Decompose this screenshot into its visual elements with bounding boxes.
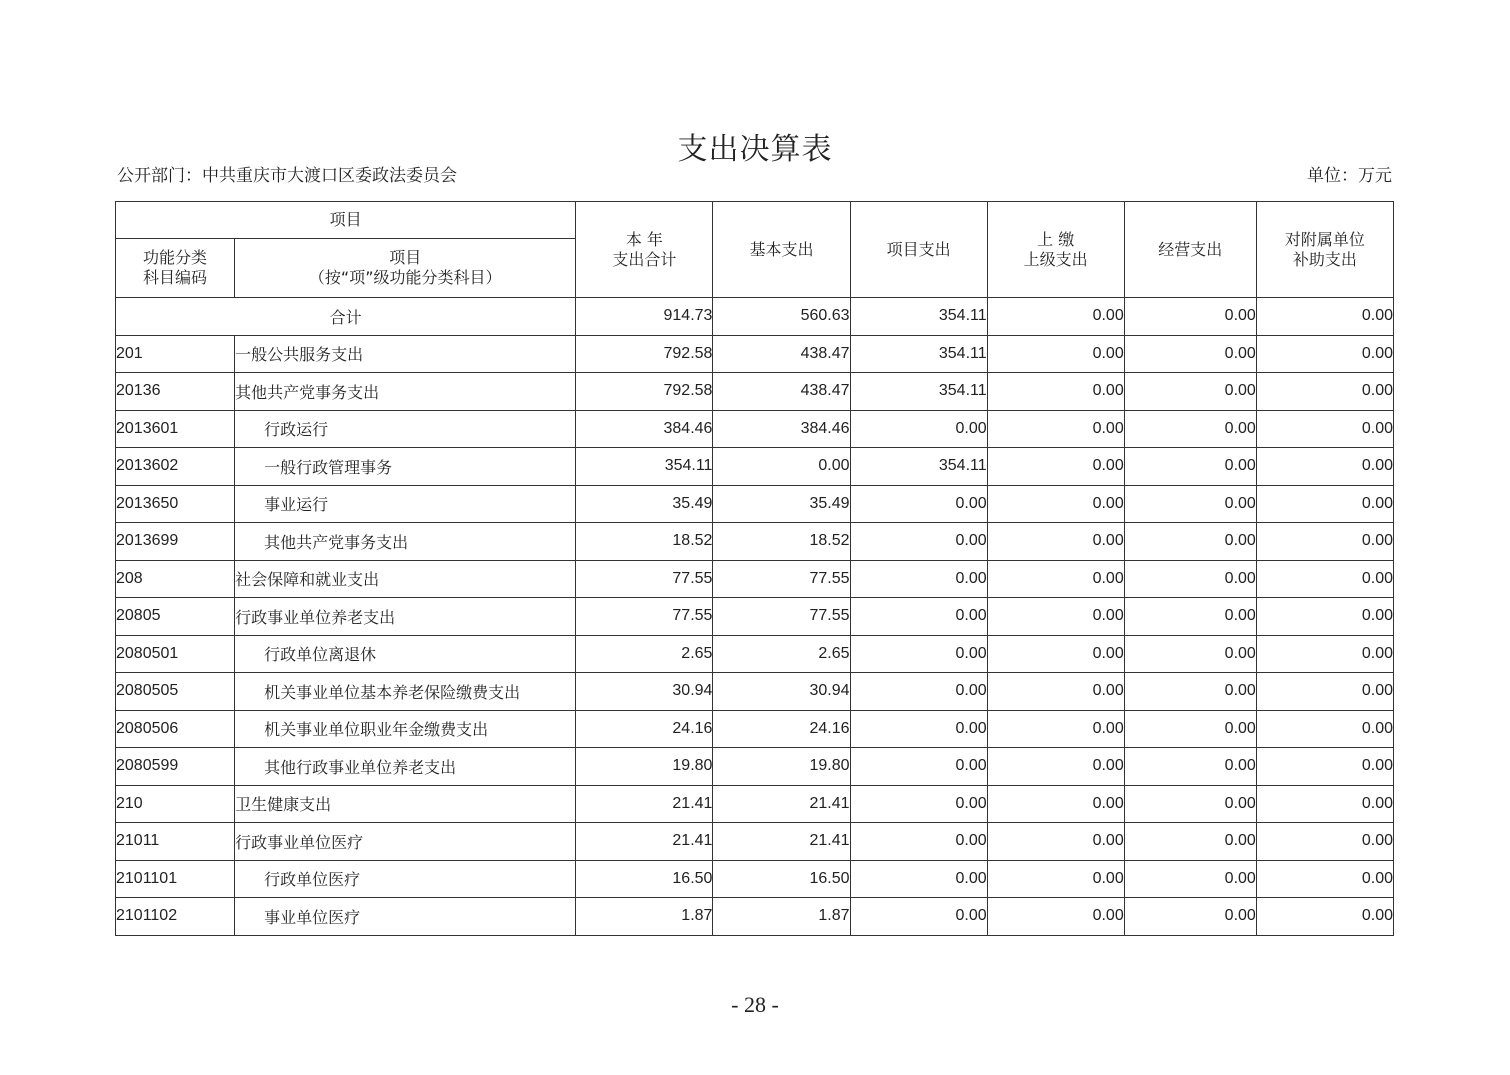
row-value-total: 30.94 — [576, 673, 713, 711]
row-name: 其他行政事业单位养老支出 — [235, 748, 576, 786]
row-value-basic: 77.55 — [713, 560, 850, 598]
row-value-basic: 77.55 — [713, 598, 850, 636]
row-value-subsidy: 0.00 — [1256, 785, 1393, 823]
table-row — [116, 635, 1394, 673]
table-row — [116, 673, 1394, 711]
row-value-subsidy: 0.00 — [1256, 598, 1393, 636]
row-value-basic: 24.16 — [713, 710, 850, 748]
row-code: 20805 — [116, 598, 235, 636]
table-row — [116, 523, 1394, 561]
row-value-basic: 1.87 — [713, 898, 850, 936]
row-value-basic: 384.46 — [713, 410, 850, 448]
row-value-business: 0.00 — [1124, 823, 1256, 861]
row-value-basic: 18.52 — [713, 523, 850, 561]
row-value-business: 0.00 — [1124, 710, 1256, 748]
row-value-project: 0.00 — [850, 823, 987, 861]
row-value-subsidy: 0.00 — [1256, 410, 1393, 448]
row-name: 事业单位医疗 — [235, 898, 576, 936]
total-value-basic: 560.63 — [713, 298, 850, 336]
row-value-basic: 21.41 — [713, 823, 850, 861]
row-value-project: 0.00 — [850, 410, 987, 448]
header-item-group: 项目 — [116, 202, 576, 239]
row-code: 20136 — [116, 373, 235, 411]
row-value-subsidy: 0.00 — [1256, 673, 1393, 711]
row-name: 行政运行 — [235, 410, 576, 448]
total-value-upper: 0.00 — [987, 298, 1124, 336]
page-number: - 28 - — [731, 992, 779, 1017]
table-row — [116, 860, 1394, 898]
row-value-upper: 0.00 — [987, 748, 1124, 786]
header-basic: 基本支出 — [713, 202, 850, 298]
row-value-business: 0.00 — [1124, 523, 1256, 561]
row-code: 2080501 — [116, 635, 235, 673]
table-row — [116, 748, 1394, 786]
row-value-subsidy: 0.00 — [1256, 373, 1393, 411]
row-code: 2080506 — [116, 710, 235, 748]
row-value-total: 2.65 — [576, 635, 713, 673]
total-value-business: 0.00 — [1124, 298, 1256, 336]
row-value-total: 77.55 — [576, 598, 713, 636]
header-code: 功能分类 科目编码 — [116, 239, 235, 298]
row-value-basic: 19.80 — [713, 748, 850, 786]
row-value-project: 0.00 — [850, 635, 987, 673]
row-value-total: 24.16 — [576, 710, 713, 748]
row-code: 21011 — [116, 823, 235, 861]
row-value-upper: 0.00 — [987, 710, 1124, 748]
row-value-project: 0.00 — [850, 673, 987, 711]
row-value-project: 354.11 — [850, 335, 987, 373]
row-value-subsidy: 0.00 — [1256, 335, 1393, 373]
header-project: 项目支出 — [850, 202, 987, 298]
row-value-basic: 21.41 — [713, 785, 850, 823]
row-value-total: 77.55 — [576, 560, 713, 598]
row-value-project: 0.00 — [850, 523, 987, 561]
row-value-subsidy: 0.00 — [1256, 523, 1393, 561]
page-title: 支出决算表 — [677, 132, 833, 167]
row-value-subsidy: 0.00 — [1256, 560, 1393, 598]
row-name: 机关事业单位职业年金缴费支出 — [235, 710, 576, 748]
table-row — [116, 785, 1394, 823]
row-value-total: 16.50 — [576, 860, 713, 898]
table-header — [116, 202, 1394, 298]
row-value-basic: 2.65 — [713, 635, 850, 673]
row-value-business: 0.00 — [1124, 898, 1256, 936]
row-code: 2013602 — [116, 448, 235, 486]
row-value-project: 354.11 — [850, 373, 987, 411]
row-code: 2013601 — [116, 410, 235, 448]
total-value-subsidy: 0.00 — [1256, 298, 1393, 336]
department-label: 公开部门：中共重庆市大渡口区委政法委员会 — [117, 166, 457, 186]
row-value-subsidy: 0.00 — [1256, 860, 1393, 898]
total-value-total: 914.73 — [576, 298, 713, 336]
row-value-total: 1.87 — [576, 898, 713, 936]
row-name: 行政事业单位医疗 — [235, 823, 576, 861]
row-value-upper: 0.00 — [987, 785, 1124, 823]
table-row — [116, 598, 1394, 636]
row-code: 2101101 — [116, 860, 235, 898]
row-value-project: 0.00 — [850, 748, 987, 786]
row-name: 机关事业单位基本养老保险缴费支出 — [235, 673, 576, 711]
row-value-project: 0.00 — [850, 785, 987, 823]
row-value-basic: 0.00 — [713, 448, 850, 486]
table-row — [116, 560, 1394, 598]
row-value-total: 19.80 — [576, 748, 713, 786]
row-value-upper: 0.00 — [987, 898, 1124, 936]
row-name: 行政事业单位养老支出 — [235, 598, 576, 636]
row-value-upper: 0.00 — [987, 823, 1124, 861]
row-value-subsidy: 0.00 — [1256, 748, 1393, 786]
row-name: 其他共产党事务支出 — [235, 523, 576, 561]
header-business: 经营支出 — [1124, 202, 1256, 298]
row-value-business: 0.00 — [1124, 448, 1256, 486]
table-row — [116, 448, 1394, 486]
row-value-business: 0.00 — [1124, 785, 1256, 823]
row-value-basic: 438.47 — [713, 373, 850, 411]
table-row — [116, 710, 1394, 748]
row-code: 2013699 — [116, 523, 235, 561]
row-name: 其他共产党事务支出 — [235, 373, 576, 411]
row-value-basic: 16.50 — [713, 860, 850, 898]
row-value-total: 792.58 — [576, 335, 713, 373]
table-body — [116, 298, 1394, 936]
row-name: 行政单位医疗 — [235, 860, 576, 898]
table-row — [116, 335, 1394, 373]
table-row — [116, 373, 1394, 411]
table-row — [116, 823, 1394, 861]
row-name: 一般行政管理事务 — [235, 448, 576, 486]
row-name: 卫生健康支出 — [235, 785, 576, 823]
row-value-upper: 0.00 — [987, 485, 1124, 523]
row-value-business: 0.00 — [1124, 748, 1256, 786]
row-value-business: 0.00 — [1124, 373, 1256, 411]
row-name: 行政单位离退休 — [235, 635, 576, 673]
row-value-total: 18.52 — [576, 523, 713, 561]
row-value-total: 35.49 — [576, 485, 713, 523]
row-value-upper: 0.00 — [987, 598, 1124, 636]
row-value-subsidy: 0.00 — [1256, 710, 1393, 748]
row-value-project: 0.00 — [850, 485, 987, 523]
row-value-business: 0.00 — [1124, 673, 1256, 711]
row-code: 2080599 — [116, 748, 235, 786]
row-value-upper: 0.00 — [987, 373, 1124, 411]
row-value-project: 0.00 — [850, 560, 987, 598]
row-name: 事业运行 — [235, 485, 576, 523]
row-value-business: 0.00 — [1124, 335, 1256, 373]
row-name: 社会保障和就业支出 — [235, 560, 576, 598]
row-value-upper: 0.00 — [987, 560, 1124, 598]
row-value-subsidy: 0.00 — [1256, 635, 1393, 673]
row-value-project: 0.00 — [850, 710, 987, 748]
row-value-business: 0.00 — [1124, 560, 1256, 598]
row-value-total: 21.41 — [576, 823, 713, 861]
unit-label: 单位：万元 — [1307, 166, 1392, 186]
table-row — [116, 485, 1394, 523]
row-value-project: 0.00 — [850, 598, 987, 636]
header-subsidy: 对附属单位 补助支出 — [1256, 202, 1393, 298]
header-name: 项目 （按“项”级功能分类科目） — [235, 239, 576, 298]
row-code: 2080505 — [116, 673, 235, 711]
row-value-upper: 0.00 — [987, 673, 1124, 711]
row-value-upper: 0.00 — [987, 523, 1124, 561]
header-upper: 上 缴 上级支出 — [987, 202, 1124, 298]
row-value-upper: 0.00 — [987, 860, 1124, 898]
row-code: 201 — [116, 335, 235, 373]
row-code: 208 — [116, 560, 235, 598]
row-value-total: 21.41 — [576, 785, 713, 823]
row-name: 一般公共服务支出 — [235, 335, 576, 373]
row-value-upper: 0.00 — [987, 448, 1124, 486]
row-value-basic: 438.47 — [713, 335, 850, 373]
row-value-upper: 0.00 — [987, 635, 1124, 673]
row-value-project: 0.00 — [850, 898, 987, 936]
total-label: 合计 — [116, 298, 576, 336]
row-value-business: 0.00 — [1124, 410, 1256, 448]
row-code: 2101102 — [116, 898, 235, 936]
row-value-project: 0.00 — [850, 860, 987, 898]
row-value-subsidy: 0.00 — [1256, 823, 1393, 861]
row-value-basic: 35.49 — [713, 485, 850, 523]
row-value-total: 354.11 — [576, 448, 713, 486]
row-value-project: 354.11 — [850, 448, 987, 486]
row-value-business: 0.00 — [1124, 598, 1256, 636]
row-value-total: 792.58 — [576, 373, 713, 411]
row-value-business: 0.00 — [1124, 860, 1256, 898]
row-value-subsidy: 0.00 — [1256, 448, 1393, 486]
row-value-business: 0.00 — [1124, 485, 1256, 523]
row-value-business: 0.00 — [1124, 635, 1256, 673]
header-total: 本 年 支出合计 — [576, 202, 713, 298]
table-row — [116, 898, 1394, 936]
row-value-basic: 30.94 — [713, 673, 850, 711]
row-code: 210 — [116, 785, 235, 823]
total-value-project: 354.11 — [850, 298, 987, 336]
row-value-upper: 0.00 — [987, 335, 1124, 373]
row-value-upper: 0.00 — [987, 410, 1124, 448]
table-row — [116, 410, 1394, 448]
expenditure-table — [115, 201, 1394, 936]
row-value-subsidy: 0.00 — [1256, 485, 1393, 523]
total-row — [116, 298, 1394, 336]
row-value-subsidy: 0.00 — [1256, 898, 1393, 936]
row-value-total: 384.46 — [576, 410, 713, 448]
row-code: 2013650 — [116, 485, 235, 523]
